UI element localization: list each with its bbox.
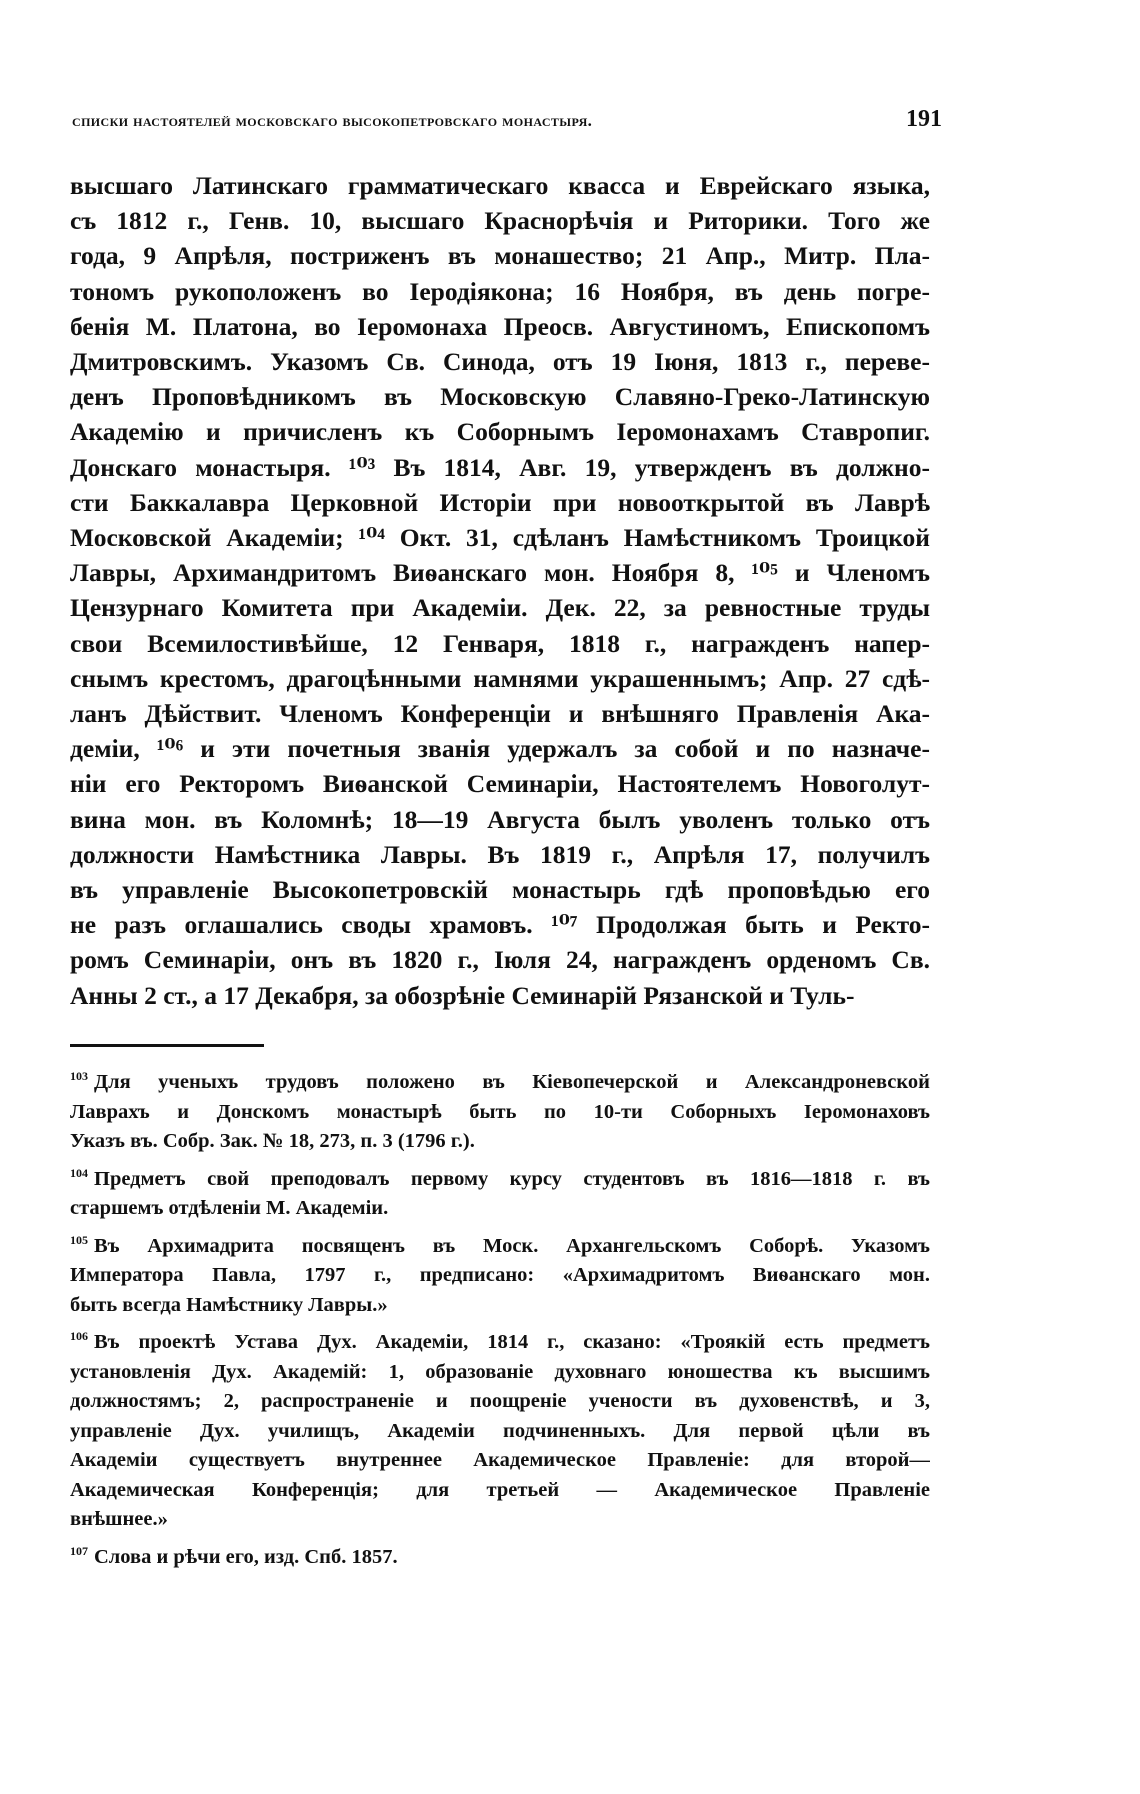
footnotes: [70, 1068, 930, 1580]
text-line: Донскаго монастыря. ¹⁰³ Въ 1814, Авг. 19, утвержденъ въ должно-: [70, 452, 930, 482]
footnote-text: должностямъ; 2, распространеніе и поощреніе учености въ духовенствѣ, и 3,: [70, 1390, 930, 1412]
footnote-text: Предметъ свой преподовалъ первому курсу студентовъ въ 1816—1818 г. въ: [94, 1167, 930, 1190]
footnote-text: Для ученыхъ трудовъ положено въ Кіевопечерской и Александроневской: [94, 1071, 930, 1093]
footnote: [70, 1328, 930, 1535]
footnote-divider: [70, 1044, 264, 1047]
footnote-text: Указъ въ. Собр. Зак. № 18, 273, п. 3 (1796 г.).: [70, 1130, 475, 1152]
text-line: бенія М. Платона, во Іеромонаха Преосв. Августиномъ, Епископомъ: [70, 311, 930, 341]
text-line: года, 9 Апрѣля, постриженъ въ монашество; 21 Апр., Митр. Пла-: [70, 241, 930, 271]
footnote-text: Въ Архимадрита посвященъ въ Моск. Архангельскомъ Соборѣ. Указомъ: [94, 1234, 930, 1257]
text-line: тономъ рукоположенъ во Іеродіякона; 16 Ноября, въ день погре-: [70, 276, 930, 306]
text-line: ланъ Дѣйствит. Членомъ Конференціи и внѣшняго Правленія Ака-: [70, 699, 930, 729]
footnote-text: управленіе Дух. училищъ, Академіи подчиненныхъ. Для первой цѣли въ: [70, 1419, 930, 1442]
text-line: Дмитровскимъ. Указомъ Св. Синода, отъ 19 Іюня, 1813 г., переве-: [70, 347, 930, 377]
footnote-mark: 104: [70, 1165, 88, 1180]
text-line: Академію и причисленъ къ Соборнымъ Іеромонахамъ Ставропиг.: [70, 417, 930, 447]
footnote: [70, 1068, 930, 1157]
footnote-text: Въ проектѣ Устава Дух. Академіи, 1814 г., сказано: «Троякій есть предметъ: [94, 1331, 930, 1353]
running-title: списки настоятелей московскаго высокопетровскаго монастыря.: [72, 111, 593, 130]
text-line: ромъ Семинаріи, онъ въ 1820 г., Іюля 24, награжденъ орденомъ Св.: [70, 945, 930, 975]
text-line: съ 1812 г., Генв. 10, высшаго Краснорѣчія и Риторики. Того же: [70, 206, 930, 236]
text-line: вина мон. въ Коломнѣ; 18—19 Августа былъ уволенъ только отъ: [70, 804, 930, 834]
footnote-text: установленія Дух. Академій: 1, образованіе духовнаго юношества къ высшимъ: [70, 1360, 930, 1383]
footnote-text: Лаврахъ и Донскомъ монастырѣ быть по 10-ти Соборныхъ Іеромонаховъ: [70, 1100, 930, 1123]
running-head: [72, 106, 942, 133]
text-line: Лавры, Архимандритомъ Виѳанскаго мон. Ноября 8, ¹⁰⁵ и Членомъ: [70, 558, 930, 588]
footnote-text: Императора Павла, 1797 г., предписано: «Архимадритомъ Виѳанскаго мон.: [70, 1264, 930, 1286]
text-line: въ управленіе Высокопетровскій монастырь гдѣ проповѣдью его: [70, 875, 930, 905]
text-line: высшаго Латинскаго грамматическаго квасса и Еврейскаго языка,: [70, 171, 930, 200]
footnote-mark: 103: [70, 1069, 88, 1084]
text-line: Анны 2 ст., а 17 Декабря, за обозрѣніе Семинарій Рязанской и Туль-: [70, 980, 855, 1010]
footnote: [70, 1232, 930, 1321]
text-line: Цензурнаго Комитета при Академіи. Дек. 22, за ревностные труды: [70, 593, 930, 623]
footnote-mark: 106: [70, 1329, 88, 1344]
footnote-text: внѣшнее.»: [70, 1508, 168, 1530]
footnote-mark: 107: [70, 1543, 88, 1558]
footnote-text: Академическая Конференція; для третьей — Академическое Правленіе: [70, 1478, 930, 1501]
text-line: снымъ крестомъ, драгоцѣнными намнями украшеннымъ; Апр. 27 сдѣ-: [70, 663, 930, 693]
text-line: не разъ оглашались своды храмовъ. ¹⁰⁷ Продолжая быть и Ректо-: [70, 910, 930, 940]
footnote-text: Слова и рѣчи его, изд. Спб. 1857.: [94, 1545, 398, 1568]
text-line: деміи, ¹⁰⁶ и эти почетныя званія удержалъ за собой и по назначе-: [70, 734, 930, 764]
main-text: [70, 168, 930, 1013]
text-line: сти Баккалавра Церковной Исторіи при новооткрытой въ Лаврѣ: [70, 487, 930, 517]
footnote-text: быть всегда Намѣстнику Лавры.»: [70, 1293, 388, 1316]
page-number: 191: [906, 106, 942, 132]
footnote-text: Академіи существуетъ внутреннее Академическое Правленіе: для второй—: [70, 1449, 930, 1471]
text-line: ніи его Ректоромъ Виѳанской Семинаріи, Настоятелемъ Новоголут-: [70, 769, 930, 799]
footnote: [70, 1543, 930, 1573]
text-line: свои Всемилостивѣйше, 12 Генваря, 1818 г., награжденъ напер-: [70, 628, 930, 658]
footnote-text: старшемъ отдѣленіи М. Академіи.: [70, 1197, 389, 1219]
text-line: должности Намѣстника Лавры. Въ 1819 г., Апрѣля 17, получилъ: [70, 839, 930, 869]
footnote: [70, 1165, 930, 1224]
text-line: денъ Проповѣдникомъ въ Московскую Славяно-Греко-Латинскую: [70, 382, 930, 412]
text-line: Московской Академіи; ¹⁰⁴ Окт. 31, сдѣланъ Намѣстникомъ Троицкой: [70, 523, 930, 553]
footnote-mark: 105: [70, 1232, 88, 1247]
